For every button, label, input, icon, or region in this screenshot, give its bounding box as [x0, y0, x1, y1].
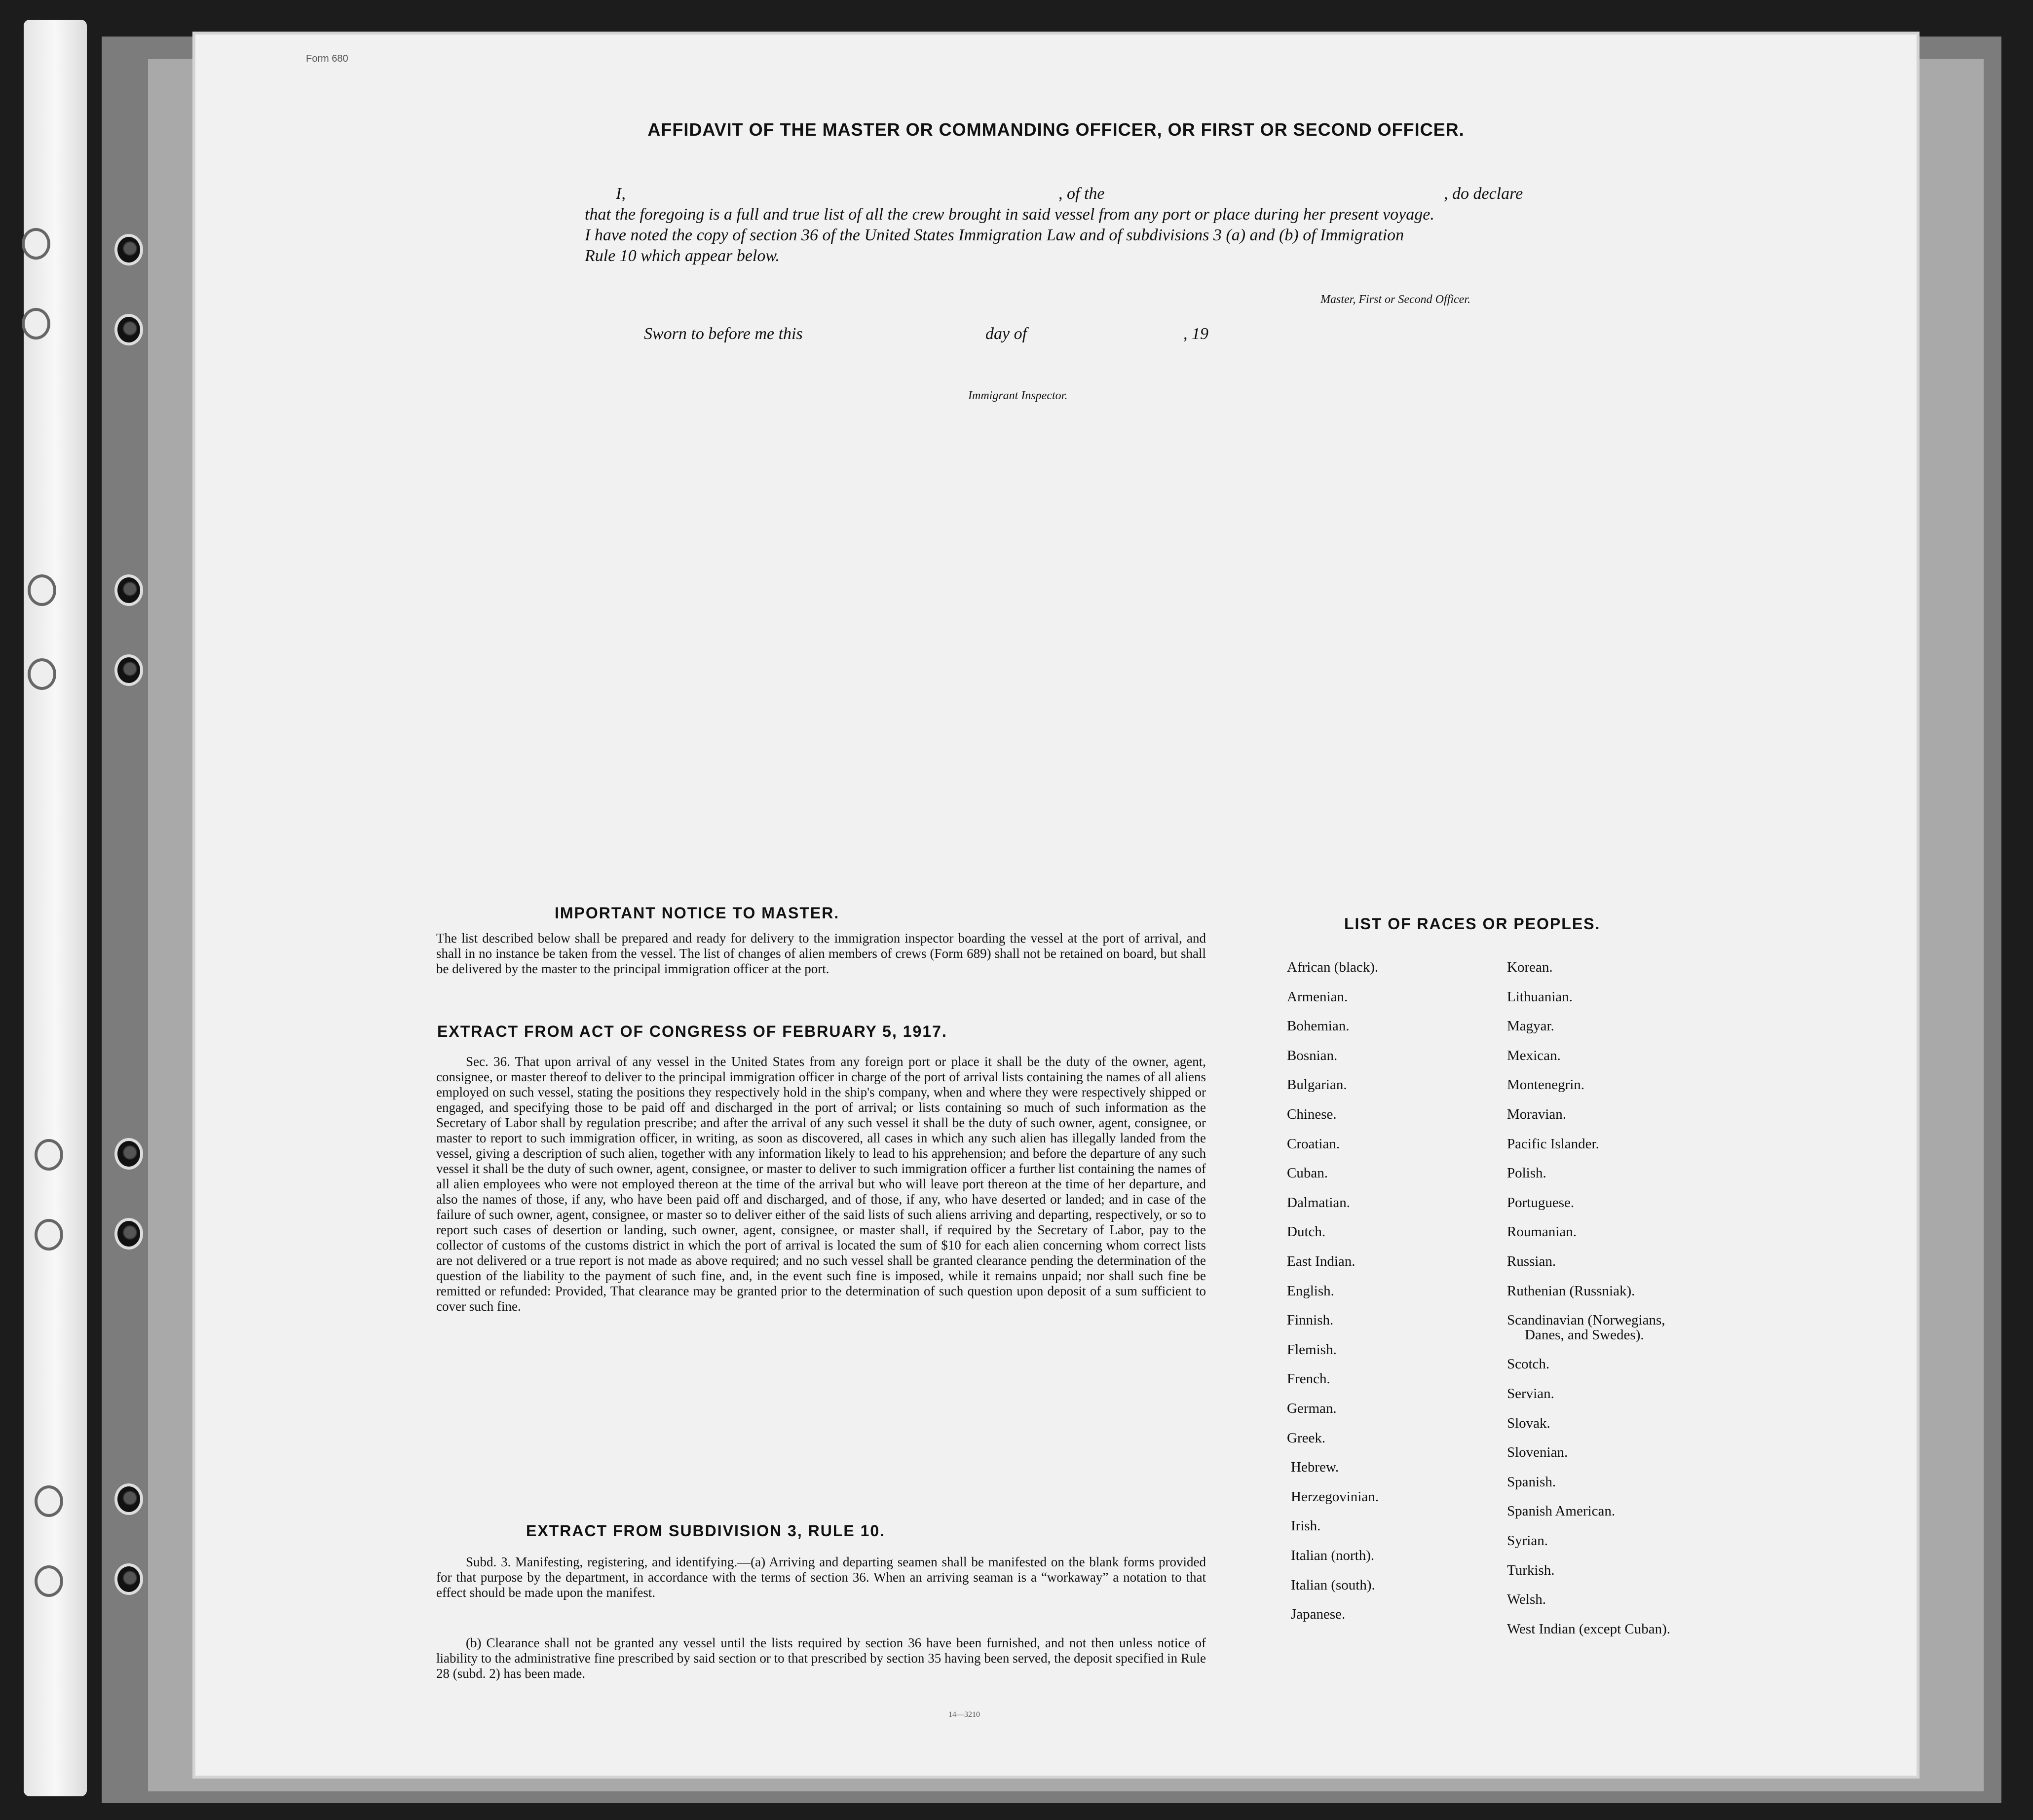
affidavit-title: AFFIDAVIT OF THE MASTER OR COMMANDING OFFICER, OR FIRST OR SECOND OFFICER. [647, 119, 1465, 140]
race-item: Servian. [1507, 1386, 1554, 1402]
inspector-signature-label: Immigrant Inspector. [968, 389, 1068, 402]
binder-hole [35, 1139, 63, 1171]
notice-body: The list described below shall be prepared and ready for delivery to the immigration inspector boarding the vessel at the port of arrival, and shall in no instance be taken from the vessel. The list of changes of alien members of crews (Form 689) shall not be retained on board, but shall be delivered by the master to the principal immigration officer at the port. [436, 931, 1206, 976]
race-item: Japanese. [1291, 1606, 1346, 1623]
section-36-text: Sec. 36. That upon arrival of any vessel in the United States from any foreign port or place it shall be the duty of the owner, agent, consignee, or master thereof to deliver to the principal immigration officer in charge of the port of arrival lists containing the names of all aliens employed on such vessel, stating the positions they respectively hold in the ship's company, when and where they were respectively shipped or engaged, and specifying those to be paid off and discharged in the port of arrival; or lists containing so much of such information as the Secretary of Labor shall by regulation prescribe; and after the arrival of any such vessel it shall be the duty of such owner, agent, consignee, or master to report to such immigration officer, in writing, as soon as discovered, all cases in which any such alien has illegally landed from the vessel, giving a description of such alien, together with any information likely to lead to his apprehension; and before the departure of any such vessel it shall be the duty of such owner, agent, consignee, or master to deliver to such immigration officer a further list containing the names of all alien employees who were not employed thereon at the time of the arrival but who will leave port thereon at the time of her departure, and also the names of those, if any, who have been paid off and discharged, and of those, if any, who have deserted or landed; and in case of the failure of such owner, agent, consignee, or master so to deliver either of the said lists of such aliens arriving and departing, respectively, or so to report such cases of desertion or landing, such owner, agent, consignee, or master shall, if required by the Secretary of Labor, pay to the collector of customs of the customs district in which the port of arrival is located the sum of $10 for each alien concerning whom correct lists are not delivered or a true report is not made as above required; and no such vessel shall be granted clearance pending the determination of the question of the liability to the payment of such fine, and, in the event such fine is imposed, while it remains unpaid; nor shall such fine be remitted or refunded: Provided, That clearance may be granted prior to the determination of such question upon deposit of a sum sufficient to cover such fine. [436, 1054, 1206, 1314]
race-item: Irish. [1291, 1518, 1321, 1534]
race-item: Cuban. [1287, 1165, 1328, 1181]
race-item: Spanish American. [1507, 1503, 1616, 1519]
race-item: Bulgarian. [1287, 1077, 1347, 1093]
race-item: Dutch. [1287, 1224, 1326, 1240]
race-item: German. [1287, 1401, 1337, 1416]
race-item: Syrian. [1507, 1533, 1548, 1549]
binder-hole [114, 1563, 143, 1595]
race-item: Italian (north). [1291, 1548, 1375, 1563]
race-item: Polish. [1507, 1165, 1546, 1181]
subdivision-3b-text: (b) Clearance shall not be granted any vessel until the lists required by section 36 have been furnished, and not then unless notice of liability to the administrative fine prescribed by said section or to that prescribed by section 35 having been served, the deposit specified in Rule 28 (subd. 2) has been made. [436, 1635, 1206, 1681]
race-item: Italian (south). [1291, 1577, 1375, 1593]
race-item: Magyar. [1507, 1018, 1554, 1034]
declaration-line-4: Rule 10 which appear below. [585, 247, 780, 265]
race-item: Slovenian. [1507, 1444, 1568, 1461]
binder-hole [22, 228, 50, 260]
race-item: Finnish. [1287, 1312, 1334, 1328]
declaration-i: I, [616, 185, 626, 203]
race-item: Dalmatian. [1287, 1194, 1351, 1211]
race-item: African (black). [1287, 959, 1379, 975]
sworn-year: , 19 [1183, 325, 1208, 343]
race-item: Herzegovinian. [1291, 1488, 1379, 1505]
binding-strip [24, 20, 87, 1796]
print-code: 14—3210 [948, 1710, 980, 1719]
race-item: Portuguese. [1507, 1194, 1575, 1211]
races-title: LIST OF RACES OR PEOPLES. [1344, 915, 1601, 933]
race-item: Welsh. [1507, 1592, 1546, 1608]
race-item: English. [1287, 1283, 1334, 1299]
declaration-of-the: , of the [1058, 185, 1105, 203]
race-item: Scandinavian (Norwegians, [1507, 1312, 1665, 1328]
race-item: Lithuanian. [1507, 988, 1573, 1005]
race-item: Flemish. [1287, 1341, 1337, 1358]
binder-hole [35, 1219, 63, 1251]
form-number: Form 680 [306, 53, 348, 64]
race-item: Danes, and Swedes). [1525, 1327, 1644, 1343]
race-item: Korean. [1507, 959, 1553, 975]
declaration-line-3: I have noted the copy of section 36 of the United States Immigration Law and of subdivisions 3 (a) and (b) of Immigration [585, 226, 1404, 244]
race-item: Armenian. [1287, 988, 1348, 1005]
race-item: Scotch. [1507, 1356, 1550, 1372]
binder-hole [114, 234, 143, 265]
sworn-label: Sworn to before me this [644, 325, 803, 343]
binder-hole [28, 658, 56, 690]
race-item: Moravian. [1507, 1106, 1566, 1122]
binder-hole [28, 574, 56, 606]
binder-hole [114, 1218, 143, 1250]
race-item: Bohemian. [1287, 1018, 1350, 1034]
binder-hole [114, 574, 143, 606]
race-item: East Indian. [1287, 1253, 1355, 1269]
form-page [192, 32, 1920, 1779]
notice-title: IMPORTANT NOTICE TO MASTER. [555, 904, 840, 922]
race-item: Russian. [1507, 1253, 1556, 1269]
extract-act-title: EXTRACT FROM ACT OF CONGRESS OF FEBRUARY 5, 1917. [437, 1023, 947, 1040]
race-item: Greek. [1287, 1430, 1326, 1446]
master-signature-label: Master, First or Second Officer. [1320, 293, 1470, 306]
binder-hole [22, 308, 50, 340]
binder-hole [114, 314, 143, 345]
binder-hole [114, 1138, 143, 1170]
binder-hole [35, 1565, 63, 1597]
race-item: Spanish. [1507, 1474, 1556, 1490]
binder-hole [114, 654, 143, 686]
declaration-do-declare: , do declare [1444, 185, 1523, 203]
race-item: Mexican. [1507, 1047, 1561, 1063]
binder-hole [114, 1483, 143, 1515]
race-item: Roumanian. [1507, 1224, 1577, 1240]
race-item: French. [1287, 1371, 1330, 1387]
race-item: Slovak. [1507, 1415, 1550, 1431]
declaration-line-2: that the foregoing is a full and true list of all the crew brought in said vessel from any port or place during her present voyage. [585, 205, 1434, 224]
race-item: Ruthenian (Russniak). [1507, 1283, 1635, 1299]
race-item: Chinese. [1287, 1106, 1337, 1122]
race-item: Turkish. [1507, 1562, 1555, 1578]
race-item: Bosnian. [1287, 1047, 1338, 1063]
race-item: Croatian. [1287, 1136, 1340, 1152]
extract-rule-title: EXTRACT FROM SUBDIVISION 3, RULE 10. [526, 1522, 886, 1540]
race-item: West Indian (except Cuban). [1507, 1621, 1671, 1637]
subdivision-3a-text: Subd. 3. Manifesting, registering, and identifying.—(a) Arriving and departing seamen shall be manifested on the blank forms provided for that purpose by the department, in accordance with the terms of section 36. When an arriving seaman is a “workaway” a notation to that effect should be made upon the manifest. [436, 1555, 1206, 1600]
binder-hole [35, 1485, 63, 1517]
race-item: Hebrew. [1291, 1459, 1339, 1476]
race-item: Montenegrin. [1507, 1077, 1585, 1093]
sworn-day-of: day of [985, 325, 1027, 343]
race-item: Pacific Islander. [1507, 1136, 1599, 1152]
